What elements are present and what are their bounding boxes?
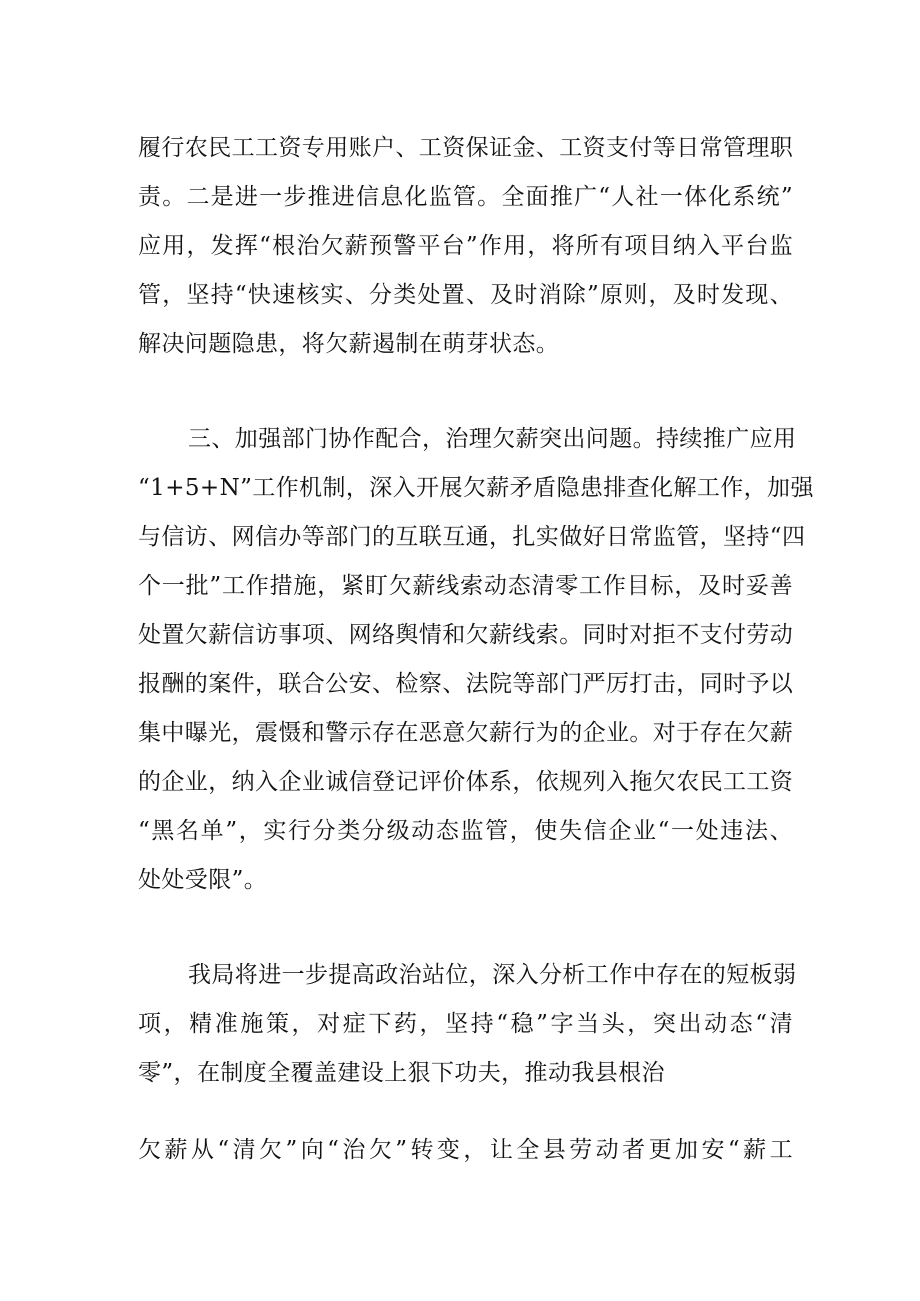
paragraph-line: 责。二是进一步推进信息化监管。全面推广“人社一体化系统” xyxy=(138,184,793,210)
paragraph-line: 与信访、网信办等部门的互联互通，扎实做好日常监管，坚持“四 xyxy=(138,524,806,550)
paragraph-line: 应用，发挥“根治欠薪预警平台”作用，将所有项目纳入平台监 xyxy=(138,233,793,259)
paragraph-line: 的企业，纳入企业诚信登记评价体系，依规列入拖欠农民工工资 xyxy=(138,769,794,795)
paragraph-line: 管，坚持“快速核实、分类处置、及时消除”原则，及时发现、 xyxy=(138,282,793,308)
paragraph-line: 处置欠薪信访事项、网络舆情和欠薪线索。同时对拒不支付劳动 xyxy=(138,622,794,648)
paragraph-line: 零”，在制度全覆盖建设上狠下功夫，推动我县根治 xyxy=(138,1060,665,1086)
paragraph-line: “黑名单”，实行分类分级动态监管，使失信企业“一处违法、 xyxy=(138,818,793,844)
paragraph-line: 履行农民工工资专用账户、工资保证金、工资支付等日常管理职 xyxy=(138,135,794,161)
paragraph-line: 欠薪从“清欠”向“治欠”转变，让全县劳动者更加安“薪工 xyxy=(138,1137,793,1163)
paragraph-line: 报酬的案件，联合公安、检察、法院等部门严厉打击，同时予以 xyxy=(138,671,794,697)
paragraph-line: 三、加强部门协作配合，治理欠薪突出问题。持续推广应用 xyxy=(188,426,797,452)
paragraph-line: 我局将进一步提高政治站位，深入分析工作中存在的短板弱 xyxy=(188,962,797,988)
paragraph-line: 处处受限”。 xyxy=(138,867,268,893)
paragraph-line: 项，精准施策，对症下药，坚持“稳”字当头，突出动态“清 xyxy=(138,1011,793,1037)
paragraph-line: 解决问题隐患，将欠薪遏制在萌芽状态。 xyxy=(138,331,560,357)
paragraph-line: 个一批”工作措施，紧盯欠薪线索动态清零工作目标，及时妥善 xyxy=(138,573,793,599)
paragraph-line: 集中曝光，震慑和警示存在恶意欠薪行为的企业。对于存在欠薪 xyxy=(138,720,794,746)
paragraph-line: “1+5+N”工作机制，深入开展欠薪矛盾隐患排查化解工作，加强 xyxy=(138,475,814,501)
